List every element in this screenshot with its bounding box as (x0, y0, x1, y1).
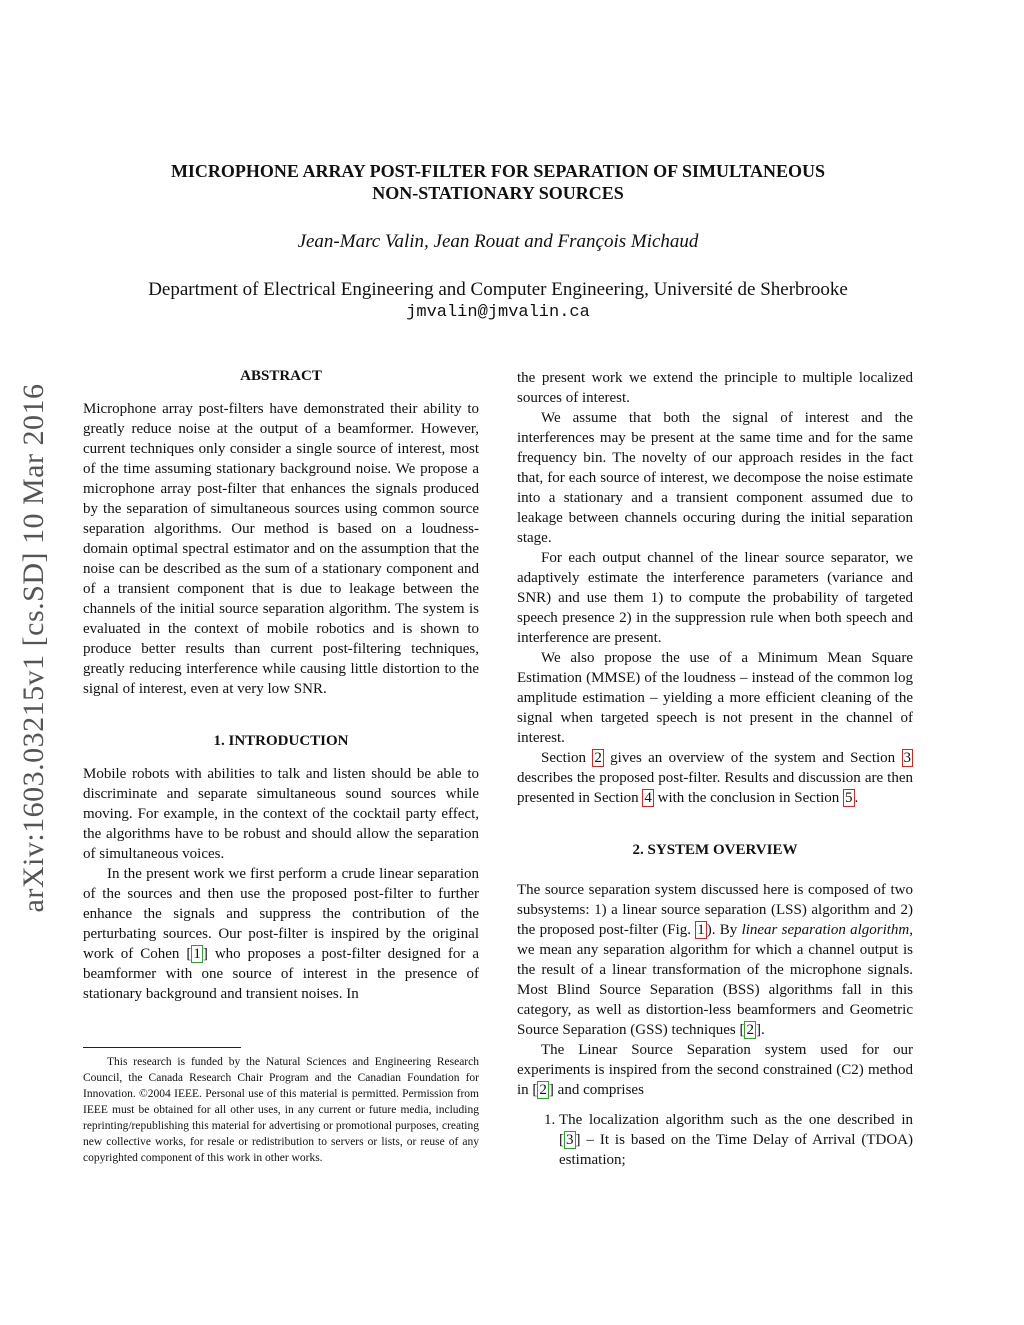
intro-paragraph-2 (83, 864, 479, 1004)
intro-p2-text-b: who proposes a post-filter designed for a beamformer with one source of interest in the presence of stationary background and transient noises. In (83, 946, 479, 1002)
intro-p2-text-a: In the present work we first perform a crude linear separation of the sources and then use the proposed post-filter to further enhance the signals and suppress the contribution of the perturbating sources. Our post-filter is inspired by the original work of Cohen (83, 866, 479, 962)
section-ref-4[interactable]: 4 (644, 790, 652, 806)
system-paragraph-1: The source separation system discussed here is composed of two subsystems: 1) a linear source separation (LSS) algorithm and 2) the proposed post-filter (Fig. 1 ). By linear separation algorithm, we mean any separation algorithm for which a channel output is the result of a linear transformation of the microphone signals. Most Blind Source Separation (BSS) algorithms fall in this category, as well as distortion-less beamformers and Geometric Source Separation (GSS) techniques [ 2 ]. (517, 882, 914, 1038)
system-overview-heading: 2. SYSTEM OVERVIEW (632, 842, 798, 858)
sections-text-b: gives an overview of the system and Section (603, 750, 902, 766)
right-column (517, 368, 913, 1170)
title-line-2: NON-STATIONARY SOURCES (372, 183, 624, 203)
authors: Jean-Marc Valin, Jean Rouat and François Michaud (297, 231, 699, 252)
section-ref-5[interactable]: 5 (845, 790, 853, 806)
affiliation: Department of Electrical Engineering and Computer Engineering, Université de Sherbrooke (148, 279, 848, 300)
intro-paragraph-each-output: For each output channel of the linear source separator, we adaptively estimate the interference parameters (variance and SNR) and use them 1) to compute the probability of targeted speech presence 2) in the suppression rule when both speech and interference are present. (517, 550, 913, 646)
intro-paragraph-1: Mobile robots with abilities to talk and listen should be able to discriminate and separate simultaneous sound sources while moving. For example, in the context of the cocktail party effect, the algorithms have to be robust and should allow the separation of simultaneous voices. (83, 766, 479, 862)
intro-continuation: the present work we extend the principle to multiple localized sources of interest. (517, 370, 913, 406)
system-paragraph-2: The Linear Source Separation system used for our experiments is inspired from the second constrained (C2) method in [ 2 ] and comprises (517, 1042, 913, 1098)
abstract-text: Microphone array post-filters have demonstrated their ability to greatly reduce noise at the output of a beamformer. However, current techniques only consider a single source of interest, most of the time assuming stationary background noise. We propose a microphone array post-filter that enhances the signals produced by the separation of simultaneous sources using common source separation algorithms. Our method is based on a loudness-domain optimal spectral estimator and on the assumption that the noise can be described as the sum of a stationary component and of a transient component that is due to leakage between the channels of the initial source separation algorithm. The system is evaluated in the context of mobile robotics and is shown to produce better results than current post-filtering techniques, greatly reducing interference while causing little distortion to the signal of interest, even at very low SNR. (83, 401, 479, 697)
intro-paragraph-sections (517, 748, 913, 808)
intro-paragraph-mmse: We also propose the use of a Minimum Mean Square Estimation (MMSE) of the loudness – instead of the common log amplitude estimation – yielding a more efficient cleaning of the signal when targeted speech is not present in the channel of interest. (517, 650, 913, 746)
sections-text-d: with the conclusion in Section (653, 790, 844, 806)
sections-text-e: . (854, 790, 859, 806)
email: jmvalin@jmvalin.ca (406, 303, 590, 322)
citation-3[interactable]: 3 (566, 1132, 574, 1148)
citation-2b[interactable]: 2 (539, 1082, 547, 1098)
list-item-text-b: – It is based on the Time Delay of Arrival (TDOA) estimation; (559, 1132, 913, 1168)
left-column (83, 366, 479, 1004)
citation-1[interactable]: 1 (193, 946, 201, 962)
system-emphasis: linear separation algorithm (741, 922, 910, 938)
footnote-rule (83, 1047, 241, 1048)
paper-title (100, 160, 896, 204)
list-item: 1. The localization algorithm such as the one described in [ 3 ] – It is based on the Time Delay of Arrival (TDOA) estimation; (559, 1110, 913, 1170)
lss-text-a: The Linear Source Separation system used for our experiments is inspired from the second constrained (C2) method in (517, 1042, 913, 1098)
figure-ref-1[interactable]: 1 (697, 922, 705, 938)
footnote (83, 1047, 479, 1166)
arxiv-id-text: arXiv:1603.03215v1 [cs.SD] 10 Mar 2016 (17, 383, 50, 913)
title-line-1: MICROPHONE ARRAY POST-FILTER FOR SEPARATION OF SIMULTANEOUS (170, 161, 826, 181)
sections-text-a: Section (541, 750, 593, 766)
introduction-heading: 1. INTRODUCTION (213, 733, 349, 749)
system-text-c: , we mean any separation algorithm for which a channel output is the result of a linear transformation of the microphone signals. Most Blind Source Separation (BSS) algorithms fall in this category, as well as distortion-less beamformers and Geometric Source Separation (GSS) techniques (517, 922, 914, 1038)
citation-2[interactable]: 2 (746, 1022, 754, 1038)
system-text-b: ). By (706, 922, 742, 938)
list-item-text-a: The localization algorithm such as the one described in (559, 1112, 913, 1128)
system-text-d: . (760, 1022, 765, 1038)
system-text-a: The source separation system discussed here is composed of two subsystems: 1) a linear source separation (LSS) algorithm and 2) the proposed post-filter (Fig. (517, 882, 913, 938)
footnote-text: This research is funded by the Natural Sciences and Engineering Research Council, the Canada Research Chair Program and the Canadian Foundation for Innovation. ©2004 IEEE. Personal use of this material is permitted. Permission from IEEE must be obtained for all other uses, in any current or future media, including reprinting/republishing this material for advertising or promotional purposes, creating new collective works, for resale or redistribution to servers or lists, or reuse of any copyrighted component of this work in other works. (83, 1056, 479, 1164)
abstract-heading: ABSTRACT (240, 368, 322, 384)
intro-paragraph-assume: We assume that both the signal of interest and the interferences may be present at the same time and for the same frequency bin. The novelty of our approach resides in the fact that, for each source of interest, we decompose the noise estimate into a stationary and a transient component assumed due to leakage between channels occuring during the initial separation stage. (517, 410, 913, 546)
lss-component-list (517, 1110, 913, 1170)
sections-text-c: describes the proposed post-filter. Results and discussion are then presented in Section (517, 770, 913, 806)
lss-text-b: and comprises (553, 1082, 644, 1098)
section-ref-2[interactable]: 2 (594, 750, 602, 766)
arxiv-identifier (10, 352, 58, 944)
citation-link[interactable]: [ 1 ] (186, 946, 208, 962)
section-ref-3[interactable]: 3 (903, 750, 911, 766)
